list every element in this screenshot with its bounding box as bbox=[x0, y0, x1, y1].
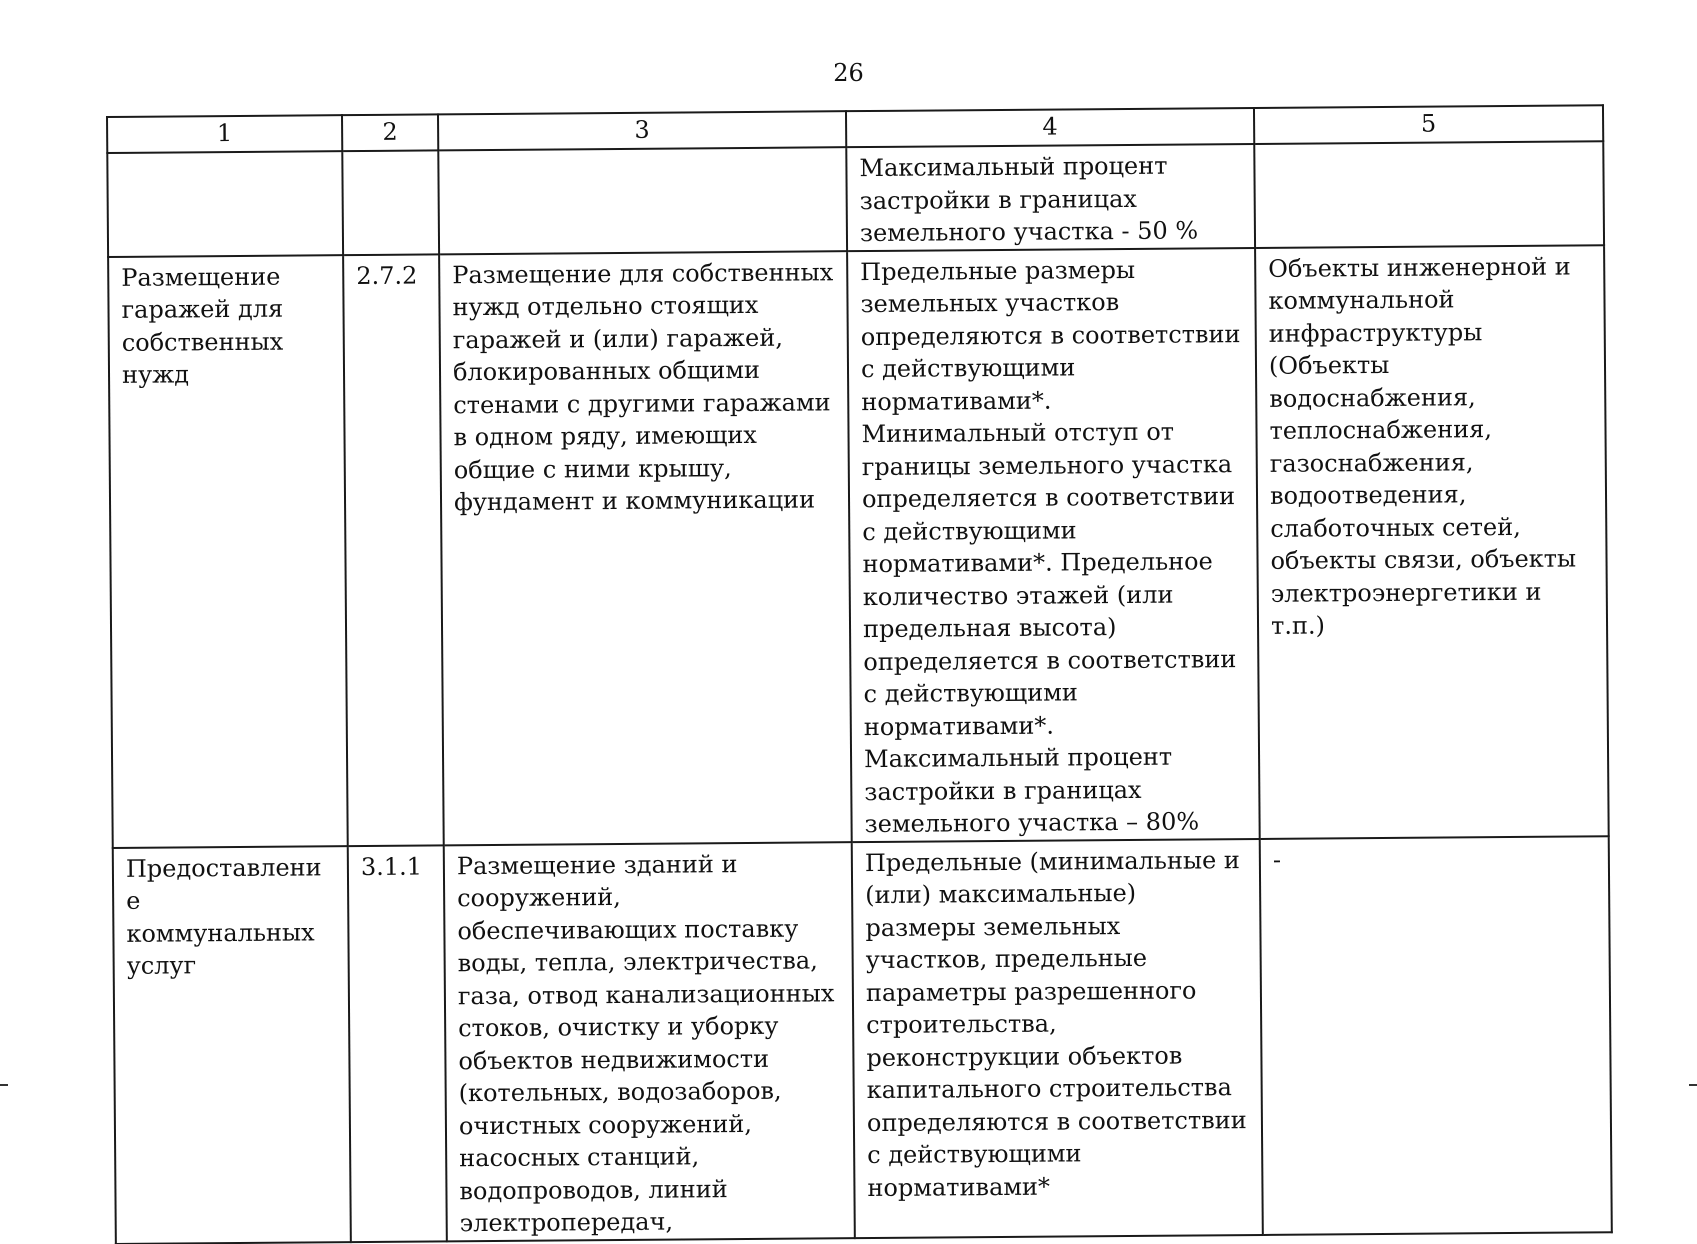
objects-cell: - bbox=[1260, 836, 1612, 1235]
header-col-4: 4 bbox=[846, 108, 1254, 147]
use-code-cell: 3.1.1 bbox=[348, 845, 447, 1242]
parameters-cell: Предельные размеры земельных участков определяются в соответствии с действующими нормативами*. Минимальный отступ от границы земельного участка определяется в соответствии с действующими нормативами*. Предельное количество этажей (или предельная высота) определяется в соответствии с действующими нормативами*. Максимальный процент застройки в границах земельного участка – 80% bbox=[847, 247, 1260, 841]
page-number: 26 bbox=[833, 59, 864, 87]
table-row bbox=[113, 836, 1612, 1244]
objects-cell: Объекты инженерной и коммунальной инфраструктуры (Объекты водоснабжения, теплоснабжения, газоснабжения, водоотведения, слаботочных сетей, объекты связи, объекты электроэнергетики и т.п.) bbox=[1255, 245, 1609, 839]
scan-edge-mark-left bbox=[0, 1084, 8, 1086]
header-col-3: 3 bbox=[438, 111, 846, 150]
use-code-cell bbox=[342, 150, 439, 254]
header-col-1: 1 bbox=[107, 115, 342, 153]
parameters-cell: Предельные (минимальные и (или) максимальные) размеры земельных участков, предельные параметры разрешенного строительства, реконструкции объектов капитального строительства определяются в соответствии с действующими нормативами* bbox=[852, 838, 1263, 1237]
scan-edge-mark-right bbox=[1689, 1084, 1697, 1086]
header-col-2: 2 bbox=[342, 114, 438, 151]
table-row bbox=[108, 245, 1609, 848]
objects-cell bbox=[1254, 141, 1604, 247]
use-name-cell: Предоставление коммунальных услуг bbox=[113, 846, 351, 1244]
use-name-cell: Размещение гаражей для собственных нужд bbox=[108, 255, 348, 848]
use-description-cell: Размещение для собственных нужд отдельно стоящих гаражей и (или) гаражей, блокированных общими стенами с другими гаражами в одном ряду, имеющих общие с ними крышу, фундамент и коммуникации bbox=[439, 251, 852, 845]
zoning-table bbox=[106, 104, 1613, 1244]
use-code-cell: 2.7.2 bbox=[343, 254, 444, 846]
table-row bbox=[107, 141, 1604, 256]
use-description-cell bbox=[438, 147, 847, 254]
use-name-cell bbox=[107, 151, 343, 256]
use-description-cell: Размещение зданий и сооружений, обеспечивающих поставку воды, тепла, электричества, газа, отвод канализационных стоков, очистку и уборку объектов недвижимости (котельных, водозаборов, очистных сооружений, насосных станций, водопроводов, линий электропередач, bbox=[444, 842, 855, 1241]
header-col-5: 5 bbox=[1254, 105, 1603, 144]
parameters-cell: Максимальный процент застройки в границах земельного участка - 50 % bbox=[846, 144, 1255, 251]
